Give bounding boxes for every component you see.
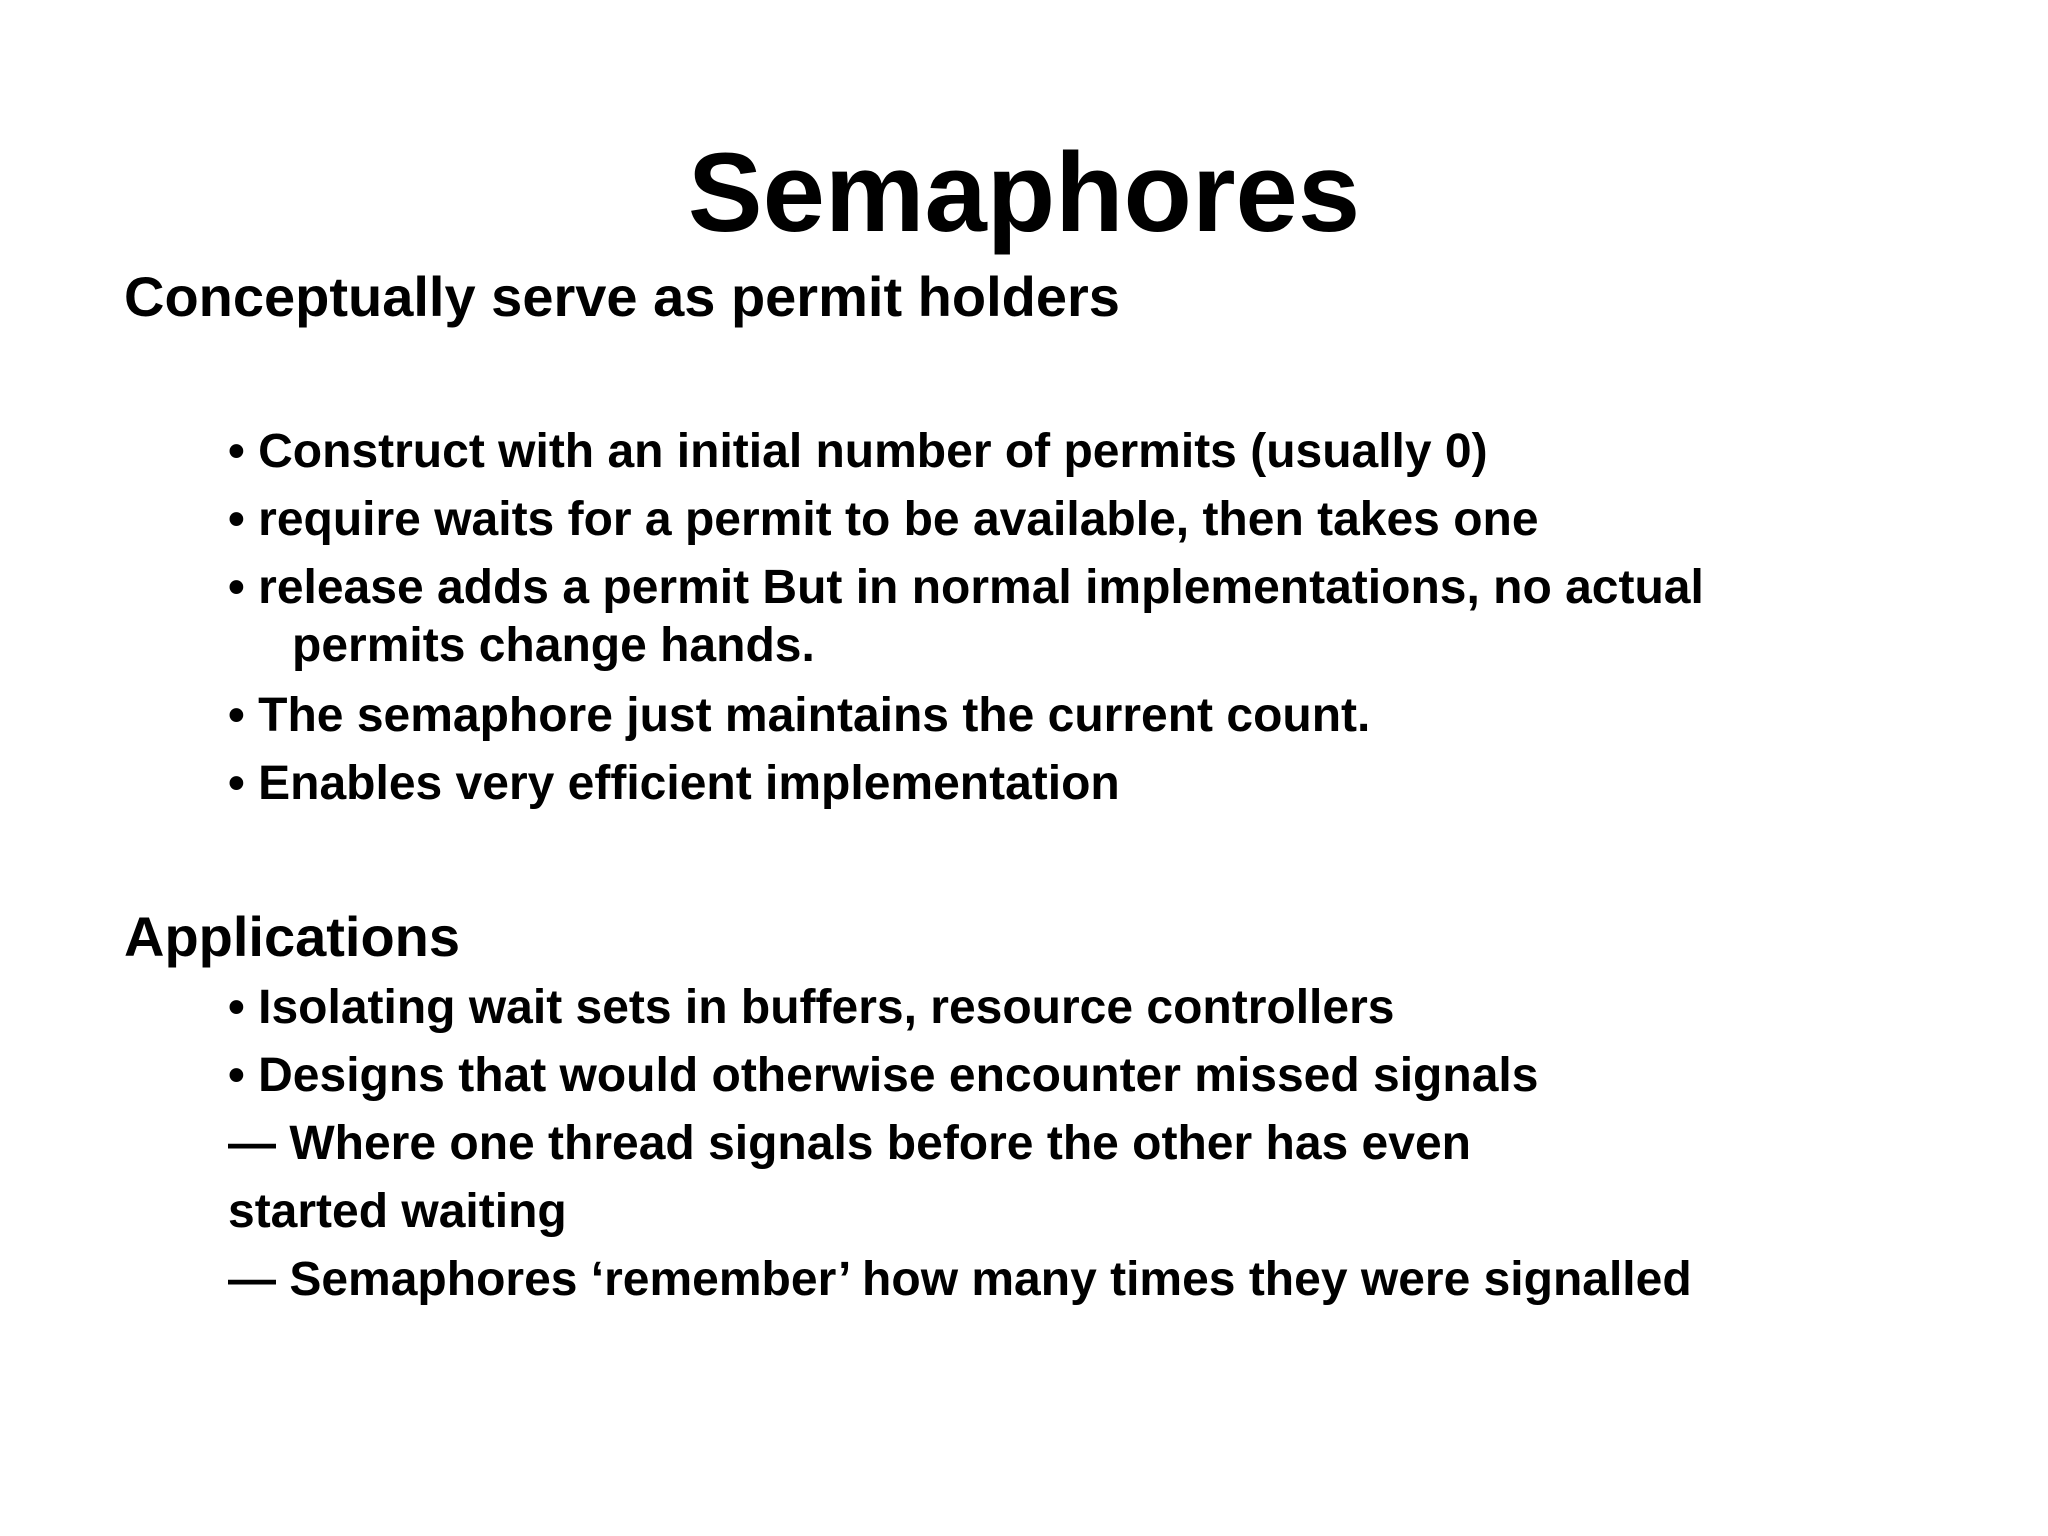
bullet-current-count: • The semaphore just maintains the current count. [228, 689, 1371, 742]
dash-one-thread-continuation: started waiting [228, 1185, 567, 1238]
bullet-efficient: • Enables very efficient implementation [228, 757, 1120, 810]
bullet-missed-signals: • Designs that would otherwise encounter missed signals [228, 1049, 1539, 1102]
bullet-require: • require waits for a permit to be available, then takes one [228, 493, 1539, 546]
section-heading-applications: Applications [124, 905, 461, 968]
bullet-release: • release adds a permit But in normal implementations, no actual [228, 561, 1704, 614]
bullet-isolating: • Isolating wait sets in buffers, resource controllers [228, 981, 1395, 1034]
dash-remember: — Semaphores ‘remember’ how many times they were signalled [228, 1253, 1692, 1306]
section-heading-permits: Conceptually serve as permit holders [124, 265, 1120, 328]
bullet-release-continuation: permits change hands. [292, 619, 815, 672]
slide-title: Semaphores [687, 130, 1361, 255]
bullet-construct: • Construct with an initial number of permits (usually 0) [228, 425, 1488, 478]
dash-one-thread: — Where one thread signals before the other has even [228, 1117, 1471, 1170]
